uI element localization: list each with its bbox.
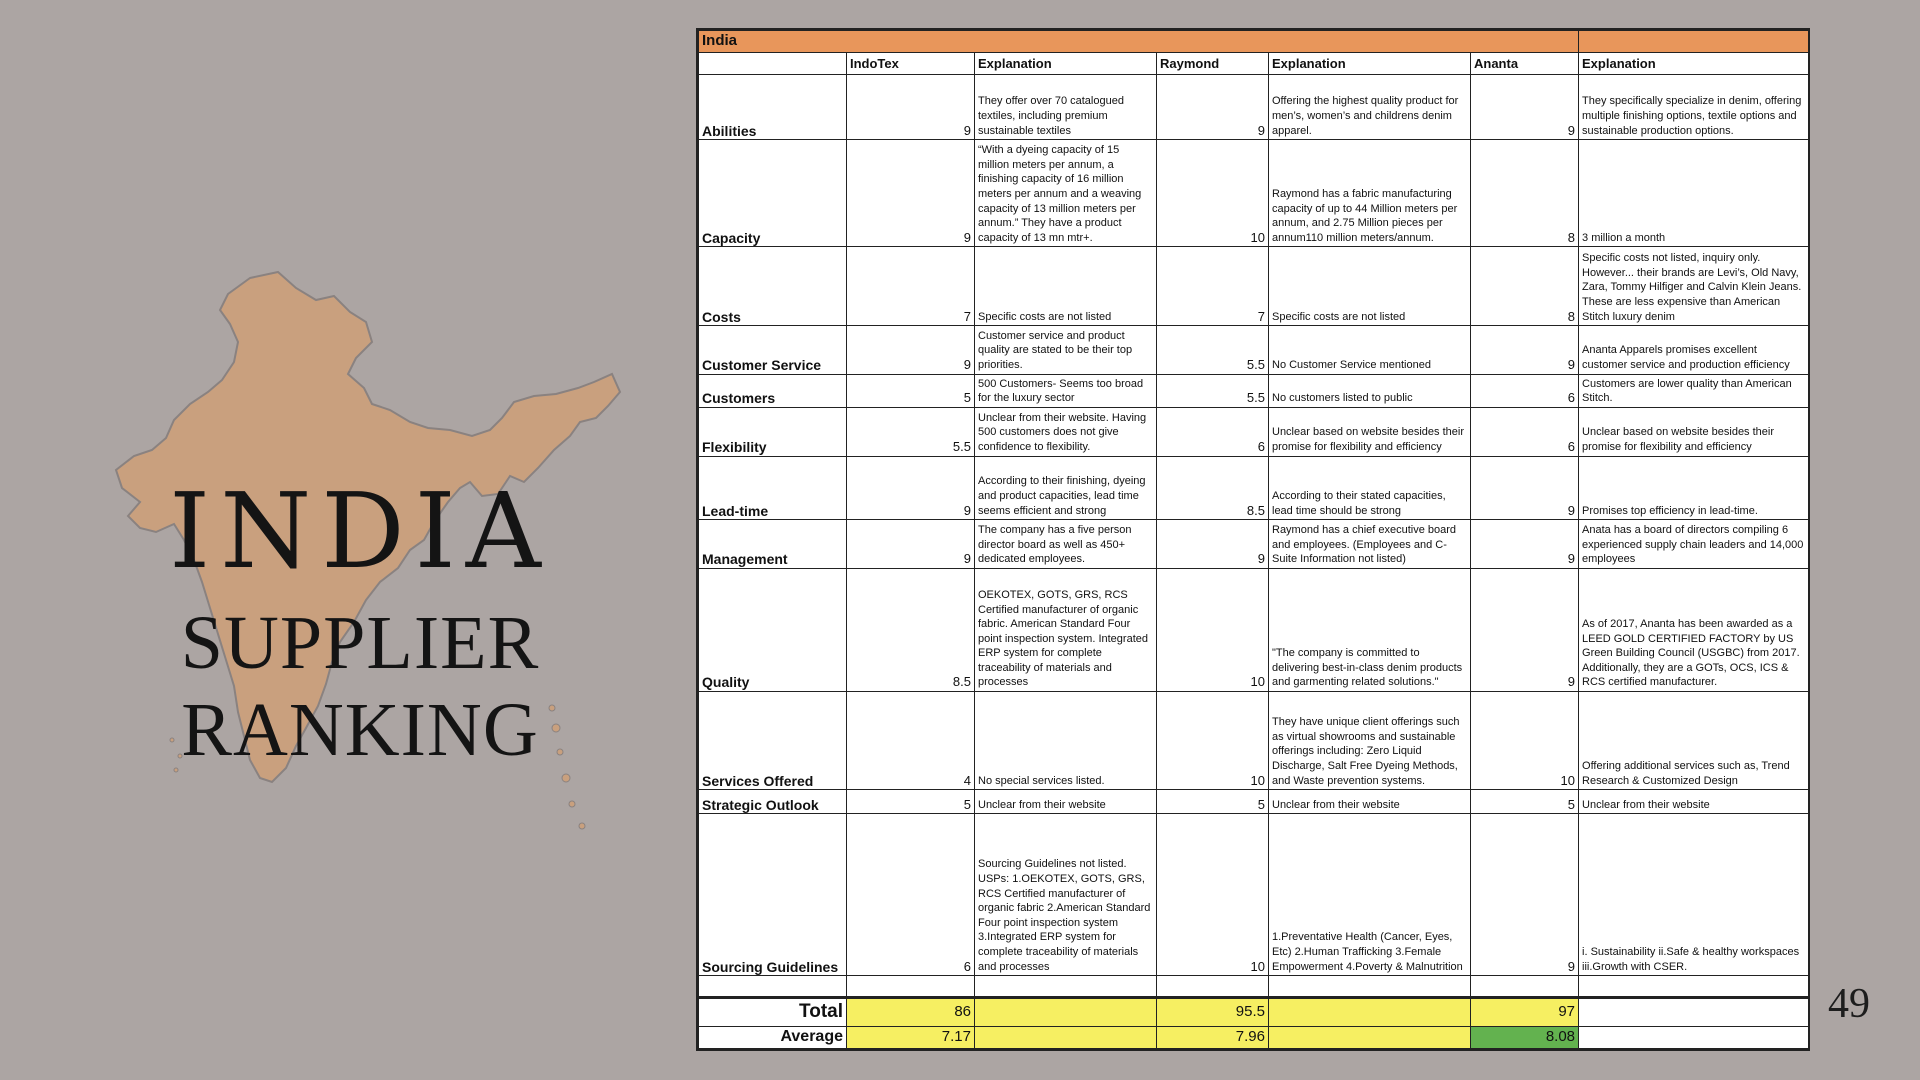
raymond-score: 5.5 bbox=[1157, 326, 1269, 375]
criterion-label: Abilities bbox=[699, 75, 847, 140]
header-indotex: IndoTex bbox=[847, 53, 975, 75]
criterion-label: Management bbox=[699, 520, 847, 569]
ananta-explanation: Unclear based on website besides their promise for flexibility and efficiency bbox=[1579, 408, 1809, 457]
raymond-explanation: According to their stated capacities, lead time should be strong bbox=[1269, 456, 1471, 520]
total-blank bbox=[1579, 998, 1809, 1026]
ananta-explanation: 3 million a month bbox=[1579, 140, 1809, 247]
indotex-score: 5 bbox=[847, 790, 975, 814]
table-row bbox=[699, 520, 1809, 569]
raymond-score: 10 bbox=[1157, 814, 1269, 976]
header-explanation-raymond: Explanation bbox=[1269, 53, 1471, 75]
supplier-ranking-table bbox=[696, 28, 1810, 1051]
average-blank bbox=[975, 1026, 1157, 1048]
table-spacer-row bbox=[699, 976, 1809, 998]
table-country-row bbox=[699, 31, 1809, 53]
ananta-score: 9 bbox=[1471, 456, 1579, 520]
table-row bbox=[699, 568, 1809, 691]
ananta-total: 97 bbox=[1471, 998, 1579, 1026]
criterion-label: Capacity bbox=[699, 140, 847, 247]
raymond-total: 95.5 bbox=[1157, 998, 1269, 1026]
ananta-explanation: Offering additional services such as, Trend Research & Customized Design bbox=[1579, 692, 1809, 790]
raymond-explanation: Raymond has a chief executive board and employees. (Employees and C-Suite Information not listed) bbox=[1269, 520, 1471, 569]
raymond-score: 9 bbox=[1157, 520, 1269, 569]
indotex-score: 9 bbox=[847, 140, 975, 247]
average-row bbox=[699, 1026, 1809, 1048]
header-criterion bbox=[699, 53, 847, 75]
indotex-score: 8.5 bbox=[847, 568, 975, 691]
average-label: Average bbox=[699, 1026, 847, 1048]
table-row bbox=[699, 75, 1809, 140]
ananta-score: 6 bbox=[1471, 408, 1579, 457]
ananta-explanation: Anata has a board of directors compiling 6 experienced supply chain leaders and 14,000 employees bbox=[1579, 520, 1809, 569]
raymond-explanation: Specific costs are not listed bbox=[1269, 247, 1471, 326]
indotex-explanation: No special services listed. bbox=[975, 692, 1157, 790]
indotex-average: 7.17 bbox=[847, 1026, 975, 1048]
indotex-explanation: Unclear from their website. Having 500 customers does not give confidence to flexibility. bbox=[975, 408, 1157, 457]
raymond-score: 5.5 bbox=[1157, 374, 1269, 407]
ananta-score: 8 bbox=[1471, 247, 1579, 326]
criterion-label: Customer Service bbox=[699, 326, 847, 375]
ananta-score: 5 bbox=[1471, 790, 1579, 814]
header-explanation-ananta: Explanation bbox=[1579, 53, 1809, 75]
average-blank bbox=[1579, 1026, 1809, 1048]
indotex-score: 6 bbox=[847, 814, 975, 976]
ananta-explanation: Ananta Apparels promises excellent customer service and production efficiency bbox=[1579, 326, 1809, 375]
criterion-label: Flexibility bbox=[699, 408, 847, 457]
indotex-score: 9 bbox=[847, 520, 975, 569]
criterion-label: Quality bbox=[699, 568, 847, 691]
table-row bbox=[699, 140, 1809, 247]
ananta-explanation: They specifically specialize in denim, offering multiple finishing options, textile options and sustainable production options. bbox=[1579, 75, 1809, 140]
indotex-score: 4 bbox=[847, 692, 975, 790]
ananta-explanation: i. Sustainability ii.Safe & healthy workspaces iii.Growth with CSER. bbox=[1579, 814, 1809, 976]
table-row bbox=[699, 326, 1809, 375]
raymond-explanation: Offering the highest quality product for men’s, women’s and childrens denim apparel. bbox=[1269, 75, 1471, 140]
header-raymond: Raymond bbox=[1157, 53, 1269, 75]
ananta-score: 9 bbox=[1471, 814, 1579, 976]
ananta-explanation: Customers are lower quality than American Stitch. bbox=[1579, 374, 1809, 407]
table-row bbox=[699, 408, 1809, 457]
ananta-explanation: Specific costs not listed, inquiry only. However... their brands are Levi’s, Old Navy, Zara, Tommy Hilfiger and Calvin Klein Jeans. These are less expensive than American Stitch luxury denim bbox=[1579, 247, 1809, 326]
ananta-explanation: As of 2017, Ananta has been awarded as a LEED GOLD CERTIFIED FACTORY by US Green Building Council (USGBC) from 2017. Additionally, they are a GOTs, OCS, ICS & RCS certified manufacturer. bbox=[1579, 568, 1809, 691]
raymond-score: 10 bbox=[1157, 140, 1269, 247]
indotex-score: 9 bbox=[847, 456, 975, 520]
raymond-explanation: 1.Preventative Health (Cancer, Eyes, Etc) 2.Human Trafficking 3.Female Empowerment 4.Poverty & Malnutrition bbox=[1269, 814, 1471, 976]
table-row bbox=[699, 692, 1809, 790]
indotex-explanation: “With a dyeing capacity of 15 million meters per annum, a finishing capacity of 16 million meters per annum and a weaving capacity of 13 million meters per annum.” They have a product capacity of 13 mn mtr+. bbox=[975, 140, 1157, 247]
ananta-score: 6 bbox=[1471, 374, 1579, 407]
criterion-label: Costs bbox=[699, 247, 847, 326]
country-label: India bbox=[699, 31, 1579, 53]
indotex-explanation: They offer over 70 catalogued textiles, including premium sustainable textiles bbox=[975, 75, 1157, 140]
indotex-explanation: Unclear from their website bbox=[975, 790, 1157, 814]
raymond-score: 10 bbox=[1157, 568, 1269, 691]
raymond-score: 9 bbox=[1157, 75, 1269, 140]
ananta-score: 9 bbox=[1471, 75, 1579, 140]
slide-title: INDIA bbox=[169, 470, 551, 592]
raymond-score: 5 bbox=[1157, 790, 1269, 814]
table-row bbox=[699, 790, 1809, 814]
indotex-explanation: The company has a five person director board as well as 450+ dedicated employees. bbox=[975, 520, 1157, 569]
indotex-explanation: Specific costs are not listed bbox=[975, 247, 1157, 326]
total-label: Total bbox=[699, 998, 847, 1026]
indotex-score: 9 bbox=[847, 75, 975, 140]
indotex-score: 5 bbox=[847, 374, 975, 407]
total-row bbox=[699, 998, 1809, 1026]
criterion-label: Strategic Outlook bbox=[699, 790, 847, 814]
raymond-explanation: Unclear based on website besides their promise for flexibility and efficiency bbox=[1269, 408, 1471, 457]
criterion-label: Lead-time bbox=[699, 456, 847, 520]
header-ananta: Ananta bbox=[1471, 53, 1579, 75]
table-header-row bbox=[699, 53, 1809, 75]
indotex-score: 9 bbox=[847, 326, 975, 375]
ananta-score: 9 bbox=[1471, 520, 1579, 569]
total-blank bbox=[1269, 998, 1471, 1026]
average-blank bbox=[1269, 1026, 1471, 1048]
criterion-label: Sourcing Guidelines bbox=[699, 814, 847, 976]
table-row bbox=[699, 374, 1809, 407]
country-row-empty bbox=[1579, 31, 1809, 53]
criterion-label: Customers bbox=[699, 374, 847, 407]
ananta-explanation: Promises top efficiency in lead-time. bbox=[1579, 456, 1809, 520]
criterion-label: Services Offered bbox=[699, 692, 847, 790]
raymond-explanation: No Customer Service mentioned bbox=[1269, 326, 1471, 375]
raymond-explanation: Raymond has a fabric manufacturing capacity of up to 44 Million meters per annum, and 2.75 Million pieces per annum110 million meters/annum. bbox=[1269, 140, 1471, 247]
slide-subtitle: SUPPLIER RANKING bbox=[180, 601, 540, 772]
ananta-average: 8.08 bbox=[1471, 1026, 1579, 1048]
raymond-explanation: No customers listed to public bbox=[1269, 374, 1471, 407]
indotex-explanation: According to their finishing, dyeing and product capacities, lead time seems efficient and strong bbox=[975, 456, 1157, 520]
indotex-explanation: OEKOTEX, GOTS, GRS, RCS Certified manufacturer of organic fabric. American Standard Four point inspection system. Integrated ERP system for complete traceability of materials and processes bbox=[975, 568, 1157, 691]
ananta-score: 9 bbox=[1471, 326, 1579, 375]
indotex-explanation: Customer service and product quality are stated to be their top priorities. bbox=[975, 326, 1157, 375]
raymond-score: 7 bbox=[1157, 247, 1269, 326]
raymond-score: 8.5 bbox=[1157, 456, 1269, 520]
raymond-explanation: They have unique client offerings such as virtual showrooms and sustainable offerings including: Zero Liquid Discharge, Salt Free Dyeing Methods, and Waste prevention systems. bbox=[1269, 692, 1471, 790]
indotex-explanation: Sourcing Guidelines not listed. USPs: 1.OEKOTEX, GOTS, GRS, RCS Certified manufacturer of organic fabric 2.American Standard Four point inspection system 3.Integrated ERP system for complete traceability of materials and processes bbox=[975, 814, 1157, 976]
ananta-score: 8 bbox=[1471, 140, 1579, 247]
table-row bbox=[699, 247, 1809, 326]
table-row bbox=[699, 814, 1809, 976]
raymond-average: 7.96 bbox=[1157, 1026, 1269, 1048]
raymond-score: 6 bbox=[1157, 408, 1269, 457]
total-blank bbox=[975, 998, 1157, 1026]
indotex-score: 5.5 bbox=[847, 408, 975, 457]
ananta-score: 9 bbox=[1471, 568, 1579, 691]
table-row bbox=[699, 456, 1809, 520]
raymond-explanation: Unclear from their website bbox=[1269, 790, 1471, 814]
raymond-explanation: "The company is committed to delivering best-in-class denim products and garmenting related solutions." bbox=[1269, 568, 1471, 691]
header-explanation-indotex: Explanation bbox=[975, 53, 1157, 75]
ananta-explanation: Unclear from their website bbox=[1579, 790, 1809, 814]
raymond-score: 10 bbox=[1157, 692, 1269, 790]
indotex-explanation: 500 Customers- Seems too broad for the luxury sector bbox=[975, 374, 1157, 407]
indotex-score: 7 bbox=[847, 247, 975, 326]
page-number: 49 bbox=[1828, 981, 1870, 1027]
indotex-total: 86 bbox=[847, 998, 975, 1026]
ananta-score: 10 bbox=[1471, 692, 1579, 790]
